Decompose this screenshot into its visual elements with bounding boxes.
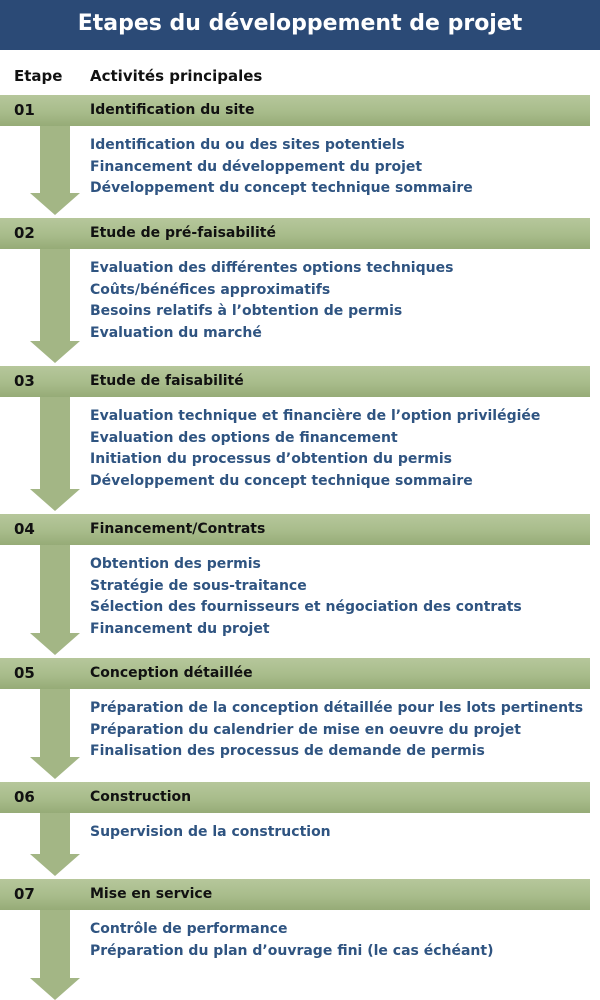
stage-activities <box>90 406 540 493</box>
stage-band <box>0 95 590 126</box>
stage-title: Mise en service <box>90 886 213 902</box>
stage-band <box>0 658 590 689</box>
activity-item: Supervision de la construction <box>90 824 331 840</box>
activity-item: Développement du concept technique sommaire <box>90 473 473 490</box>
activity-item: Développement du concept technique sommaire <box>90 180 473 197</box>
stage-number: 07 <box>14 885 35 903</box>
stage-arrow <box>30 126 80 215</box>
activity-item: Evaluation technique et financière de l’option privilégiée <box>90 408 541 424</box>
activity-item: Identification du ou des sites potentiels <box>90 137 405 153</box>
activity-item: Obtention des permis <box>90 556 261 572</box>
stage-arrow <box>30 545 80 655</box>
stage-title: Etude de pré-faisabilité <box>90 225 276 241</box>
activity-item: Financement du développement du projet <box>90 158 423 175</box>
activity-item: Besoins relatifs à l’obtention de permis <box>90 303 403 320</box>
stage-arrow <box>30 397 80 511</box>
stage-number: 04 <box>14 520 35 538</box>
stage-arrow <box>30 813 80 876</box>
stage-title: Financement/Contrats <box>90 521 266 537</box>
activity-item: Evaluation des options de financement <box>90 429 398 446</box>
stage-band <box>0 879 590 910</box>
column-header-activites: Activités principales <box>90 67 263 85</box>
activity-item: Finalisation des processus de demande de permis <box>90 743 485 760</box>
activity-item: Préparation du calendrier de mise en oeuvre du projet <box>90 721 521 738</box>
activity-item: Sélection des fournisseurs et négociation des contrats <box>90 599 522 616</box>
stage-band <box>0 514 590 545</box>
stage-activities <box>90 554 522 641</box>
stage-title: Conception détaillée <box>90 665 253 681</box>
stage-activities <box>90 698 583 763</box>
stage-arrow <box>30 910 80 1000</box>
stage-title: Construction <box>90 789 192 805</box>
activity-item: Coûts/bénéfices approximatifs <box>90 281 331 298</box>
stage-band <box>0 366 590 397</box>
activity-item: Contrôle de performance <box>90 921 288 937</box>
stage-activities <box>90 135 473 200</box>
stage-arrow <box>30 249 80 363</box>
stage-activities <box>90 822 331 844</box>
stage-activities <box>90 258 453 345</box>
activity-item: Préparation du plan d’ouvrage fini (le cas échéant) <box>90 942 494 959</box>
stage-title: Identification du site <box>90 102 255 118</box>
stage-number: 01 <box>14 101 35 119</box>
stage-number: 02 <box>14 224 35 242</box>
stage-activities <box>90 919 494 962</box>
page-title: Etapes du développement de projet <box>0 0 600 50</box>
stage-title: Etude de faisabilité <box>90 373 244 389</box>
activity-item: Initiation du processus d’obtention du permis <box>90 451 452 468</box>
activity-item: Financement du projet <box>90 621 270 638</box>
activity-item: Préparation de la conception détaillée pour les lots pertinents <box>90 700 584 716</box>
activity-item: Evaluation des différentes options techniques <box>90 260 454 276</box>
stage-number: 05 <box>14 664 35 682</box>
stage-band <box>0 218 590 249</box>
column-header-etape: Etape <box>14 67 63 85</box>
stage-band <box>0 782 590 813</box>
activity-item: Evaluation du marché <box>90 325 262 342</box>
activity-item: Stratégie de sous-traitance <box>90 577 307 594</box>
stage-number: 03 <box>14 372 35 390</box>
stage-number: 06 <box>14 788 35 806</box>
stage-arrow <box>30 689 80 779</box>
